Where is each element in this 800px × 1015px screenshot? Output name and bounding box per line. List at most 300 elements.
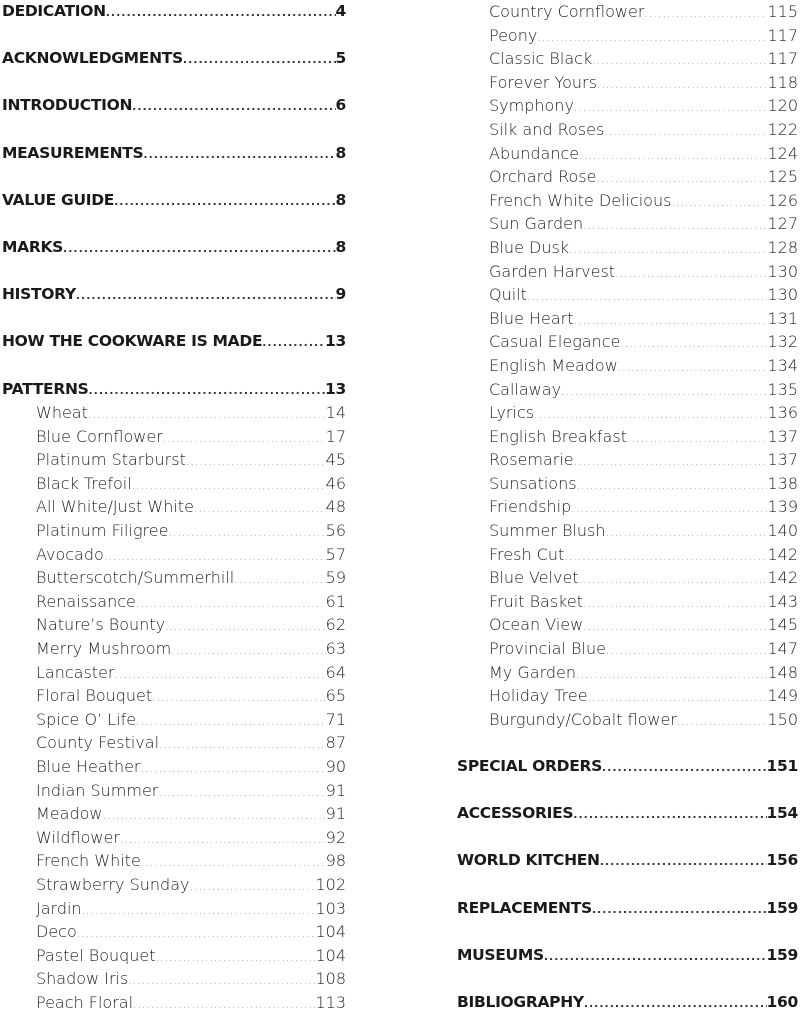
toc-entry-title: Blue Dusk: [489, 237, 570, 257]
toc-entry-title: Abundance: [489, 143, 580, 163]
dot-leader: [132, 474, 326, 496]
toc-entry-page-number: 115: [767, 2, 798, 21]
toc-entry-page-number: 5: [335, 49, 346, 68]
dot-leader: [136, 592, 326, 614]
toc-entry-title: Peony: [489, 25, 538, 45]
dot-leader: [604, 120, 767, 142]
toc-entry-title: Blue Heather: [36, 757, 141, 776]
toc-entry-platinum-filigree: [2, 519, 346, 543]
toc-entry-page-number: 131: [767, 308, 798, 328]
toc-entry-patterns: [2, 378, 346, 402]
dot-leader: [171, 639, 325, 661]
toc-entry-title: Rosemarie: [489, 450, 574, 470]
dot-leader: [600, 850, 767, 873]
toc-entry-page-number: 103: [315, 898, 346, 918]
toc-entry-page-number: 128: [767, 237, 798, 257]
toc-entry-title: Wildflower: [36, 827, 120, 847]
toc-entry-strawberry-sunday: [2, 873, 346, 897]
spacer: [457, 731, 798, 755]
toc-entry-title: Wheat: [36, 403, 88, 423]
toc-entry-page-number: 64: [325, 662, 346, 682]
dot-leader: [189, 875, 315, 897]
toc-entry-title: French White: [36, 851, 141, 871]
toc-entry-page-number: 8: [335, 237, 346, 256]
toc-entry-title: WORLD KITCHEN: [457, 851, 600, 870]
dot-leader: [577, 474, 768, 496]
dot-leader: [133, 993, 315, 1015]
toc-entry-title: Merry Mushroom: [36, 639, 172, 659]
toc-entry-page-number: 127: [767, 214, 798, 234]
toc-entry-blue-heather: [2, 755, 346, 779]
toc-entry-page-number: 122: [767, 119, 798, 139]
toc-entry-title: Platinum Starburst: [36, 450, 186, 470]
spacer: [2, 307, 346, 331]
toc-entry-title: Forever Yours: [489, 72, 597, 92]
toc-entry-nature-s-bounty: [2, 613, 346, 637]
toc-entry-english-breakfast: [457, 425, 798, 449]
dot-leader: [606, 639, 768, 661]
toc-entry-title: REPLACEMENTS: [457, 898, 592, 917]
toc-entry-title: Peach Floral: [36, 992, 134, 1012]
toc-entry-title: Summer Blush: [489, 521, 606, 541]
dot-leader: [596, 167, 767, 189]
dot-leader: [77, 922, 316, 944]
dot-leader: [168, 521, 325, 543]
toc-entry-title: Nature’s Bounty: [36, 615, 166, 635]
dot-leader: [618, 356, 768, 378]
toc-entry-orchard-rose: [457, 165, 798, 189]
dot-leader: [262, 331, 325, 354]
dot-leader: [534, 403, 767, 425]
toc-entry-marks: [2, 236, 346, 260]
dot-leader: [158, 781, 325, 803]
toc-entry-title: Avocado: [36, 544, 104, 564]
dot-leader: [592, 898, 767, 921]
toc-entry-french-white: [2, 849, 346, 873]
dot-leader: [102, 804, 325, 826]
toc-entry-page-number: 6: [335, 96, 346, 115]
toc-entry-page-number: 46: [325, 473, 346, 493]
toc-entry-page-number: 134: [767, 355, 798, 375]
dot-leader: [574, 96, 768, 118]
toc-entry-how-the-cookware-is-made: [2, 330, 346, 354]
toc-entry-silk-and-roses: [457, 118, 798, 142]
dot-leader: [564, 545, 767, 567]
dot-leader: [569, 238, 767, 260]
toc-entry-platinum-starburst: [2, 448, 346, 472]
toc-entry-title: Blue Velvet: [489, 568, 579, 588]
toc-entry-title: Silk and Roses: [489, 119, 605, 139]
spacer: [457, 826, 798, 850]
toc-entry-page-number: 120: [767, 96, 798, 116]
toc-entry-blue-velvet: [457, 566, 798, 590]
dot-leader: [537, 26, 767, 48]
toc-entry-title: Black Trefoil: [36, 473, 132, 493]
spacer: [2, 71, 346, 95]
toc-entry-page-number: 154: [766, 804, 798, 823]
toc-entry-provincial-blue: [457, 637, 798, 661]
toc-entry-title: ACCESSORIES: [457, 804, 574, 823]
toc-entry-country-cornflower: [457, 0, 798, 24]
toc-entry-page-number: 91: [325, 780, 346, 800]
toc-entry-county-festival: [2, 731, 346, 755]
toc-entry-title: Country Cornflower: [489, 2, 645, 21]
toc-entry-lancaster: [2, 661, 346, 685]
spacer: [2, 212, 346, 236]
toc-entry-page-number: 48: [325, 497, 346, 517]
toc-entry-page-number: 142: [767, 568, 798, 588]
dot-leader: [571, 497, 767, 519]
dot-leader: [644, 2, 767, 24]
spacer: [457, 779, 798, 803]
spacer: [2, 24, 346, 48]
dot-leader: [588, 686, 768, 708]
toc-entry-page-number: 4: [335, 2, 346, 20]
toc-entry-summer-blush: [457, 519, 798, 543]
dot-leader: [677, 710, 768, 732]
toc-left-column: [2, 0, 346, 1015]
dot-leader: [163, 427, 326, 449]
toc-entry-introduction: [2, 94, 346, 118]
dot-leader: [527, 285, 768, 307]
toc-entry-page-number: 57: [325, 544, 346, 564]
dot-leader: [128, 969, 315, 991]
dot-leader: [104, 545, 326, 567]
toc-entry-sunsations: [457, 472, 798, 496]
toc-entry-page-number: 98: [325, 851, 346, 871]
toc-entry-page-number: 132: [767, 332, 798, 352]
toc-entry-rosemarie: [457, 448, 798, 472]
toc-entry-indian-summer: [2, 779, 346, 803]
toc-entry-page-number: 125: [767, 167, 798, 187]
toc-entry-title: MEASUREMENTS: [2, 143, 144, 162]
toc-entry-wheat: [2, 401, 346, 425]
toc-entry-title: Shadow Iris: [36, 969, 129, 989]
dot-leader: [615, 262, 767, 284]
toc-entry-all-white-just-white: [2, 495, 346, 519]
toc-entry-title: Jardin: [36, 898, 82, 918]
dot-leader: [583, 615, 767, 637]
toc-entry-page-number: 8: [335, 190, 346, 209]
toc-entry-title: Blue Heart: [489, 308, 574, 328]
toc-entry-page-number: 13: [325, 379, 346, 398]
toc-entry-title: English Breakfast: [489, 426, 627, 446]
toc-entry-page-number: 137: [767, 450, 798, 470]
toc-entry-title: Meadow: [36, 804, 103, 824]
toc-right-column: [457, 0, 798, 1015]
dot-leader: [115, 663, 326, 685]
toc-entry-meadow: [2, 802, 346, 826]
toc-entry-page-number: 117: [767, 49, 798, 69]
dot-leader: [114, 190, 335, 213]
toc-entry-garden-harvest: [457, 260, 798, 284]
toc-entry-abundance: [457, 142, 798, 166]
toc-entry-page-number: 148: [767, 662, 798, 682]
toc-entry-world-kitchen: [457, 849, 798, 873]
toc-entry-acknowledgments: [2, 47, 346, 71]
toc-entry-title: VALUE GUIDE: [2, 190, 115, 209]
toc-entry-title: Sun Garden: [489, 214, 584, 234]
dot-leader: [620, 332, 767, 354]
toc-entry-page-number: 140: [767, 521, 798, 541]
toc-entry-title: Garden Harvest: [489, 261, 616, 281]
toc-entry-page-number: 14: [325, 403, 346, 423]
toc-entry-history: [2, 283, 346, 307]
toc-entry-merry-mushroom: [2, 637, 346, 661]
toc-entry-title: Friendship: [489, 497, 572, 517]
toc-entry-page-number: 90: [325, 757, 346, 776]
toc-entry-accessories: [457, 802, 798, 826]
toc-entry-title: MUSEUMS: [457, 945, 544, 964]
toc-entry-title: County Festival: [36, 733, 160, 753]
toc-entry-shadow-iris: [2, 967, 346, 991]
toc-entry-peony: [457, 24, 798, 48]
dot-leader: [579, 144, 767, 166]
toc-entry-special-orders: [457, 755, 798, 779]
dot-leader: [186, 450, 326, 472]
dot-leader: [584, 992, 767, 1015]
toc-entry-page-number: 92: [325, 827, 346, 847]
toc-entry-fruit-basket: [457, 590, 798, 614]
toc-entry-page-number: 151: [766, 757, 798, 775]
toc-entry-butterscotch-summerhill: [2, 566, 346, 590]
toc-entry-page-number: 143: [767, 591, 798, 611]
toc-entry-title: Fruit Basket: [489, 591, 583, 611]
dot-leader: [156, 946, 316, 968]
toc-entry-title: Symphony: [489, 96, 574, 116]
dot-leader: [574, 450, 768, 472]
toc-entry-title: HOW THE COOKWARE IS MADE: [2, 332, 263, 351]
dot-leader: [165, 615, 326, 637]
toc-entry-page-number: 145: [767, 615, 798, 635]
toc-entry-page-number: 61: [325, 591, 346, 611]
toc-entry-page-number: 13: [325, 332, 346, 351]
dot-leader: [76, 284, 336, 307]
toc-entry-title: BIBLIOGRAPHY: [457, 992, 584, 1011]
toc-entry-page-number: 126: [767, 190, 798, 210]
toc-entry-avocado: [2, 543, 346, 567]
dot-leader: [583, 214, 767, 236]
spacer: [457, 920, 798, 944]
toc-entry-blue-cornflower: [2, 425, 346, 449]
toc-entry-page-number: 159: [766, 898, 798, 917]
toc-entry-page-number: 104: [315, 922, 346, 942]
dot-leader: [63, 237, 335, 260]
toc-entry-page-number: 91: [325, 804, 346, 824]
dot-leader: [88, 403, 326, 425]
dot-leader: [159, 733, 326, 755]
dot-leader: [141, 757, 326, 779]
toc-entry-title: Orchard Rose: [489, 167, 597, 187]
toc-entry-page-number: 160: [766, 992, 798, 1011]
dot-leader: [606, 521, 768, 543]
toc-entry-title: Blue Cornflower: [36, 426, 163, 446]
toc-entry-forever-yours: [457, 71, 798, 95]
toc-entry-holiday-tree: [457, 684, 798, 708]
toc-entry-title: DEDICATION: [2, 2, 106, 20]
dot-leader: [141, 851, 326, 873]
dot-leader: [194, 497, 326, 519]
dot-leader: [573, 803, 766, 826]
dot-leader: [152, 686, 325, 708]
spacer: [457, 967, 798, 991]
toc-entry-title: French White Delicious: [489, 190, 672, 210]
dot-leader: [132, 95, 335, 118]
toc-entry-page-number: 150: [767, 709, 798, 729]
dot-leader: [579, 568, 768, 590]
toc-entry-page-number: 62: [325, 615, 346, 635]
toc-entry-title: HISTORY: [2, 285, 76, 304]
toc-entry-burgundy-cobalt-flower: [457, 708, 798, 732]
toc-entry-title: All White/Just White: [36, 497, 194, 517]
dot-leader: [136, 710, 326, 732]
toc-entry-dedication: [2, 0, 346, 24]
toc-entry-sun-garden: [457, 212, 798, 236]
toc-entry-jardin: [2, 897, 346, 921]
toc-entry-page-number: 124: [767, 143, 798, 163]
toc-entry-title: Lancaster: [36, 662, 115, 682]
toc-entry-page-number: 59: [325, 568, 346, 588]
toc-entry-replacements: [457, 897, 798, 921]
toc-entry-classic-black: [457, 47, 798, 71]
toc-entry-ocean-view: [457, 613, 798, 637]
toc-entry-title: Pastel Bouquet: [36, 945, 156, 965]
toc-entry-title: ACKNOWLEDGMENTS: [2, 49, 183, 68]
toc-entry-page-number: 118: [767, 72, 798, 92]
toc-entry-page-number: 156: [766, 851, 798, 870]
toc-entry-page-number: 130: [767, 285, 798, 305]
toc-entry-page-number: 63: [325, 639, 346, 659]
toc-entry-page-number: 104: [315, 945, 346, 965]
toc-entry-title: Strawberry Sunday: [36, 874, 190, 894]
toc-entry-page-number: 56: [325, 521, 346, 541]
toc-entry-title: Provincial Blue: [489, 639, 606, 659]
toc-entry-title: MARKS: [2, 237, 64, 256]
toc-entry-title: Casual Elegance: [489, 332, 621, 352]
dot-leader: [106, 1, 336, 24]
dot-leader: [544, 945, 767, 968]
dot-leader: [120, 828, 326, 850]
toc-entry-pastel-bouquet: [2, 944, 346, 968]
toc-entry-my-garden: [457, 661, 798, 685]
toc-entry-museums: [457, 944, 798, 968]
toc-entry-spice-o-life: [2, 708, 346, 732]
toc-entry-friendship: [457, 495, 798, 519]
toc-entry-title: PATTERNS: [2, 379, 89, 398]
spacer: [457, 873, 798, 897]
toc-entry-page-number: 139: [767, 497, 798, 517]
toc-entry-value-guide: [2, 189, 346, 213]
dot-leader: [143, 143, 335, 166]
toc-entry-callaway: [457, 378, 798, 402]
toc-entry-page-number: 8: [335, 143, 346, 162]
toc-entry-title: Deco: [36, 922, 77, 942]
toc-entry-title: Indian Summer: [36, 780, 159, 800]
toc-entry-page-number: 65: [325, 686, 346, 706]
toc-entry-floral-bouquet: [2, 684, 346, 708]
spacer: [2, 165, 346, 189]
toc-entry-page-number: 87: [325, 733, 346, 753]
toc-entry-title: Floral Bouquet: [36, 686, 153, 706]
toc-entry-page-number: 149: [767, 686, 798, 706]
toc-entry-fresh-cut: [457, 543, 798, 567]
toc-entry-renaissance: [2, 590, 346, 614]
toc-entry-title: INTRODUCTION: [2, 96, 133, 115]
toc-entry-page-number: 147: [767, 639, 798, 659]
spacer: [2, 260, 346, 284]
toc-entry-peach-floral: [2, 991, 346, 1015]
toc-entry-blue-heart: [457, 307, 798, 331]
toc-entry-page-number: 9: [335, 285, 346, 304]
toc-entry-title: Ocean View: [489, 615, 584, 635]
spacer: [2, 354, 346, 378]
toc-entry-page-number: 102: [315, 874, 346, 894]
toc-entry-title: Platinum Filigree: [36, 521, 169, 541]
toc-entry-page-number: 159: [766, 945, 798, 964]
dot-leader: [583, 592, 767, 614]
spacer: [2, 118, 346, 142]
toc-entry-casual-elegance: [457, 330, 798, 354]
dot-leader: [602, 756, 767, 779]
dot-leader: [627, 427, 767, 449]
toc-entry-title: Callaway: [489, 379, 562, 399]
toc-entry-title: Lyrics: [489, 403, 535, 423]
dot-leader: [592, 49, 767, 71]
toc-entry-title: Butterscotch/Summerhill: [36, 568, 235, 588]
toc-entry-page-number: 45: [325, 450, 346, 470]
toc-entry-blue-dusk: [457, 236, 798, 260]
dot-leader: [574, 309, 768, 331]
toc-entry-page-number: 113: [315, 992, 346, 1012]
toc-entry-title: Burgundy/Cobalt flower: [489, 709, 677, 729]
toc-entry-black-trefoil: [2, 472, 346, 496]
dot-leader: [234, 568, 325, 590]
toc-entry-page-number: 108: [315, 969, 346, 989]
toc-entry-title: Quilt: [489, 285, 527, 305]
toc-entry-title: Classic Black: [489, 49, 593, 69]
dot-leader: [671, 191, 767, 213]
toc-entry-bibliography: [457, 991, 798, 1015]
dot-leader: [82, 899, 316, 921]
toc-entry-lyrics: [457, 401, 798, 425]
toc-entry-page-number: 17: [325, 426, 346, 446]
dot-leader: [576, 663, 767, 685]
toc-entry-page-number: 137: [767, 426, 798, 446]
toc-entry-title: Renaissance: [36, 591, 136, 611]
toc-entry-french-white-delicious: [457, 189, 798, 213]
toc-entry-page-number: 138: [767, 473, 798, 493]
toc-entry-measurements: [2, 142, 346, 166]
toc-entry-title: Holiday Tree: [489, 686, 588, 706]
toc-entry-title: My Garden: [489, 662, 576, 682]
toc-entry-title: English Meadow: [489, 355, 618, 375]
dot-leader: [597, 73, 767, 95]
toc-entry-title: SPECIAL ORDERS: [457, 757, 602, 775]
toc-entry-page-number: 142: [767, 544, 798, 564]
toc-entry-title: Fresh Cut: [489, 544, 565, 564]
toc-entry-symphony: [457, 94, 798, 118]
toc-entry-title: Spice O’ Life: [36, 709, 137, 729]
dot-leader: [183, 48, 336, 71]
toc-entry-page-number: 71: [325, 709, 346, 729]
toc-entry-deco: [2, 920, 346, 944]
toc-entry-page-number: 130: [767, 261, 798, 281]
dot-leader: [89, 379, 326, 402]
toc-entry-title: Sunsations: [489, 473, 577, 493]
toc-entry-page-number: 136: [767, 403, 798, 423]
dot-leader: [561, 380, 767, 402]
toc-entry-page-number: 135: [767, 379, 798, 399]
